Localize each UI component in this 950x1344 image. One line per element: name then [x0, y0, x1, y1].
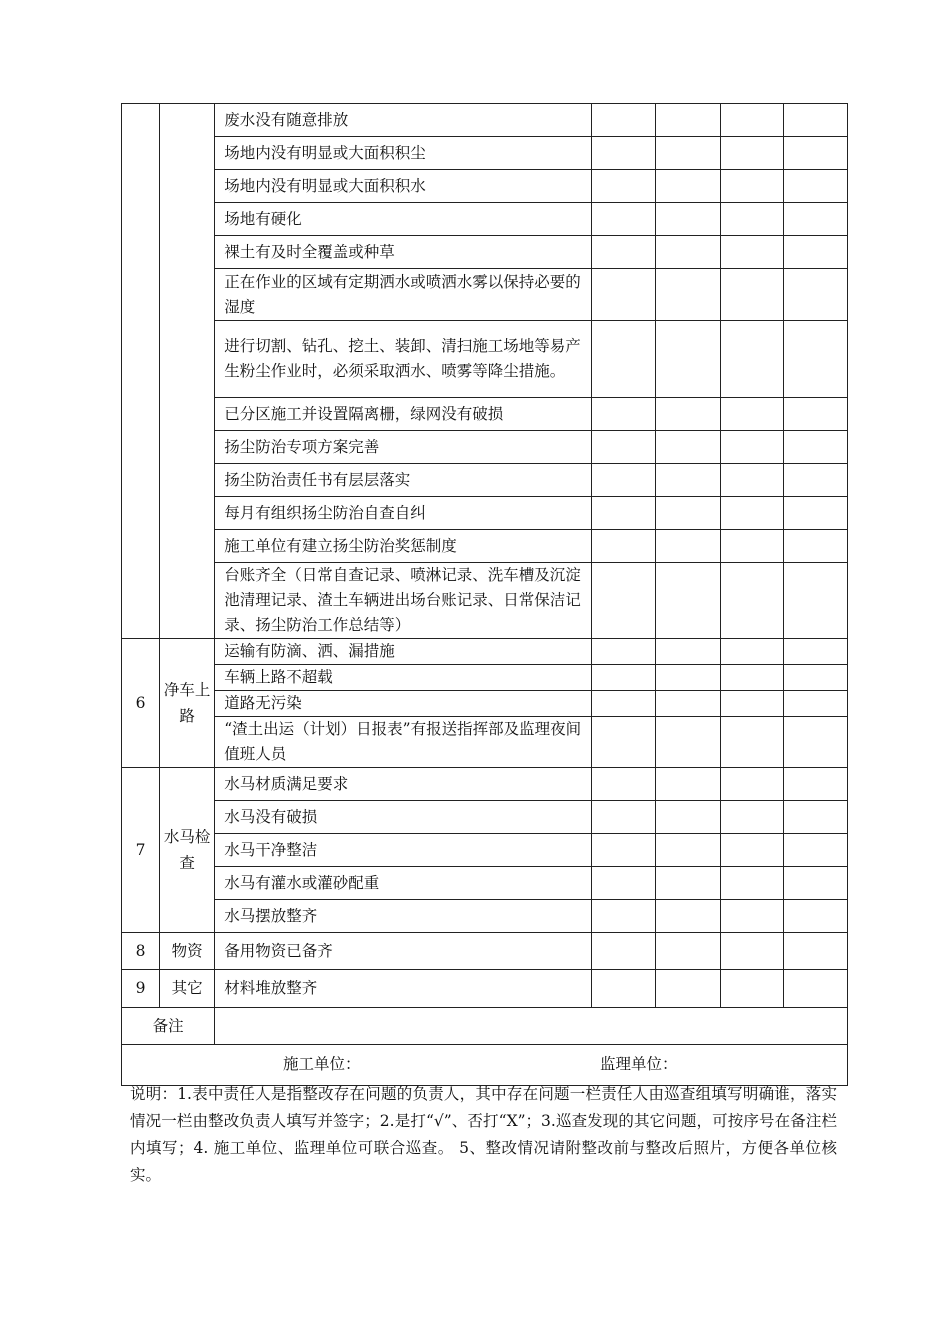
- mark-cell: [592, 321, 656, 398]
- table-row: [122, 639, 848, 665]
- category-label: 物资: [160, 933, 215, 970]
- item-text: 场地有硬化: [215, 203, 592, 236]
- construction-unit-label: 施工单位：: [283, 1055, 361, 1073]
- table-row: [122, 203, 848, 236]
- mark-cell: [656, 970, 720, 1008]
- item-text: 车辆上路不超载: [215, 665, 592, 691]
- item-text: 水马没有破损: [215, 801, 592, 834]
- table-row: [122, 137, 848, 170]
- mark-cell: [783, 801, 847, 834]
- mark-cell: [720, 203, 783, 236]
- table-row: [122, 665, 848, 691]
- mark-cell: [720, 900, 783, 933]
- mark-cell: [783, 900, 847, 933]
- mark-cell: [783, 970, 847, 1008]
- mark-cell: [592, 464, 656, 497]
- mark-cell: [592, 104, 656, 137]
- mark-cell: [783, 321, 847, 398]
- mark-cell: [592, 236, 656, 269]
- mark-cell: [592, 801, 656, 834]
- mark-cell: [783, 717, 847, 768]
- mark-cell: [656, 170, 720, 203]
- table-row: [122, 170, 848, 203]
- mark-cell: [592, 137, 656, 170]
- inspection-table: [121, 103, 848, 1086]
- mark-cell: [783, 203, 847, 236]
- mark-cell: [592, 900, 656, 933]
- mark-cell: [656, 464, 720, 497]
- mark-cell: [783, 563, 847, 639]
- item-text: 已分区施工并设置隔离栅，绿网没有破损: [215, 398, 592, 431]
- table-row: [122, 801, 848, 834]
- mark-cell: [783, 464, 847, 497]
- table-row: [122, 834, 848, 867]
- item-text: 扬尘防治专项方案完善: [215, 431, 592, 464]
- mark-cell: [783, 933, 847, 970]
- mark-cell: [592, 691, 656, 717]
- table-row: [122, 933, 848, 970]
- table-row: [122, 464, 848, 497]
- item-text: 每月有组织扬尘防治自查自纠: [215, 497, 592, 530]
- item-text: 水马干净整洁: [215, 834, 592, 867]
- signature-cell: [122, 1045, 848, 1086]
- mark-cell: [656, 203, 720, 236]
- mark-cell: [592, 768, 656, 801]
- item-text: “渣土出运（计划）日报表”有报送指挥部及监理夜间值班人员: [215, 717, 592, 768]
- table-row: [122, 104, 848, 137]
- row-number: 9: [122, 970, 160, 1008]
- mark-cell: [783, 236, 847, 269]
- table-row: [122, 717, 848, 768]
- mark-cell: [656, 691, 720, 717]
- mark-cell: [592, 639, 656, 665]
- table-row: [122, 530, 848, 563]
- mark-cell: [720, 530, 783, 563]
- mark-cell: [720, 563, 783, 639]
- mark-cell: [783, 104, 847, 137]
- item-text: 施工单位有建立扬尘防治奖惩制度: [215, 530, 592, 563]
- mark-cell: [720, 768, 783, 801]
- mark-cell: [783, 639, 847, 665]
- item-text: 进行切割、钻孔、挖土、装卸、清扫施工场地等易产生粉尘作业时，必须采取洒水、喷雾等降尘措施。: [215, 321, 592, 398]
- mark-cell: [656, 933, 720, 970]
- item-text: 场地内没有明显或大面积积水: [215, 170, 592, 203]
- mark-cell: [783, 768, 847, 801]
- mark-cell: [656, 137, 720, 170]
- item-text: 水马材质满足要求: [215, 768, 592, 801]
- mark-cell: [592, 867, 656, 900]
- mark-cell: [656, 269, 720, 321]
- mark-cell: [720, 431, 783, 464]
- mark-cell: [656, 717, 720, 768]
- table-row: [122, 431, 848, 464]
- mark-cell: [592, 834, 656, 867]
- mark-cell: [592, 269, 656, 321]
- mark-cell: [783, 170, 847, 203]
- item-text: 备用物资已备齐: [215, 933, 592, 970]
- mark-cell: [783, 867, 847, 900]
- remark-label: 备注: [122, 1008, 215, 1045]
- table-row: [122, 236, 848, 269]
- item-text: 水马摆放整齐: [215, 900, 592, 933]
- mark-cell: [656, 665, 720, 691]
- mark-cell: [656, 563, 720, 639]
- mark-cell: [720, 464, 783, 497]
- mark-cell: [783, 530, 847, 563]
- mark-cell: [656, 431, 720, 464]
- category-label: 其它: [160, 970, 215, 1008]
- mark-cell: [783, 137, 847, 170]
- mark-cell: [592, 203, 656, 236]
- signature-row: [122, 1045, 848, 1086]
- mark-cell: [720, 834, 783, 867]
- item-text: 水马有灌水或灌砂配重: [215, 867, 592, 900]
- category-cell: [160, 104, 215, 639]
- remark-field[interactable]: [215, 1008, 848, 1045]
- table-row: [122, 768, 848, 801]
- table-row: [122, 867, 848, 900]
- item-text: 扬尘防治责任书有层层落实: [215, 464, 592, 497]
- item-text: 台账齐全（日常自查记录、喷淋记录、洗车槽及沉淀池清理记录、渣土车辆进出场台账记录、日常保洁记录、扬尘防治工作总结等）: [215, 563, 592, 639]
- mark-cell: [656, 639, 720, 665]
- mark-cell: [656, 236, 720, 269]
- mark-cell: [720, 665, 783, 691]
- mark-cell: [656, 321, 720, 398]
- mark-cell: [720, 717, 783, 768]
- remark-row: [122, 1008, 848, 1045]
- table-row: [122, 321, 848, 398]
- item-text: 道路无污染: [215, 691, 592, 717]
- table-row: [122, 497, 848, 530]
- item-text: 运输有防滴、洒、漏措施: [215, 639, 592, 665]
- mark-cell: [656, 768, 720, 801]
- mark-cell: [656, 398, 720, 431]
- table-row: [122, 970, 848, 1008]
- mark-cell: [783, 398, 847, 431]
- row-number: 6: [122, 639, 160, 768]
- mark-cell: [656, 530, 720, 563]
- mark-cell: [592, 717, 656, 768]
- mark-cell: [592, 497, 656, 530]
- mark-cell: [592, 563, 656, 639]
- mark-cell: [720, 801, 783, 834]
- mark-cell: [783, 431, 847, 464]
- mark-cell: [783, 269, 847, 321]
- mark-cell: [720, 639, 783, 665]
- mark-cell: [720, 867, 783, 900]
- mark-cell: [592, 530, 656, 563]
- mark-cell: [656, 900, 720, 933]
- row-number: 7: [122, 768, 160, 933]
- mark-cell: [720, 236, 783, 269]
- table-row: [122, 269, 848, 321]
- category-label: 净车上路: [160, 639, 215, 768]
- item-text: 材料堆放整齐: [215, 970, 592, 1008]
- mark-cell: [656, 801, 720, 834]
- mark-cell: [783, 834, 847, 867]
- mark-cell: [783, 691, 847, 717]
- mark-cell: [720, 398, 783, 431]
- mark-cell: [592, 431, 656, 464]
- row-number: 8: [122, 933, 160, 970]
- mark-cell: [720, 269, 783, 321]
- mark-cell: [720, 933, 783, 970]
- mark-cell: [783, 497, 847, 530]
- mark-cell: [720, 970, 783, 1008]
- mark-cell: [720, 170, 783, 203]
- mark-cell: [656, 867, 720, 900]
- explanation-note: 说明：1.表中责任人是指整改存在问题的负责人，其中存在问题一栏责任人由巡查组填写明确谁，落实情况一栏由整改负责人填写并签字；2.是打“√”、否打“X”；3.巡查发现的其它问题，可按序号在备注栏内填写；4. 施工单位、监理单位可联合巡查。 5、整改情况请附整改前与整改后照片，方便各单位核实。: [130, 1085, 837, 1184]
- item-text: 废水没有随意排放: [215, 104, 592, 137]
- mark-cell: [592, 398, 656, 431]
- mark-cell: [592, 970, 656, 1008]
- supervision-unit-label: 监理单位：: [600, 1055, 678, 1073]
- table-row: [122, 691, 848, 717]
- mark-cell: [783, 665, 847, 691]
- row-number-cell: [122, 104, 160, 639]
- mark-cell: [592, 933, 656, 970]
- mark-cell: [720, 691, 783, 717]
- mark-cell: [656, 104, 720, 137]
- item-text: 场地内没有明显或大面积积尘: [215, 137, 592, 170]
- mark-cell: [720, 104, 783, 137]
- mark-cell: [656, 834, 720, 867]
- table-row: [122, 563, 848, 639]
- table-row: [122, 900, 848, 933]
- mark-cell: [720, 497, 783, 530]
- table-row: [122, 398, 848, 431]
- mark-cell: [656, 497, 720, 530]
- item-text: 裸土有及时全覆盖或种草: [215, 236, 592, 269]
- item-text: 正在作业的区域有定期洒水或喷洒水雾以保持必要的湿度: [215, 269, 592, 321]
- mark-cell: [720, 137, 783, 170]
- mark-cell: [592, 170, 656, 203]
- mark-cell: [592, 665, 656, 691]
- mark-cell: [720, 321, 783, 398]
- category-label: 水马检查: [160, 768, 215, 933]
